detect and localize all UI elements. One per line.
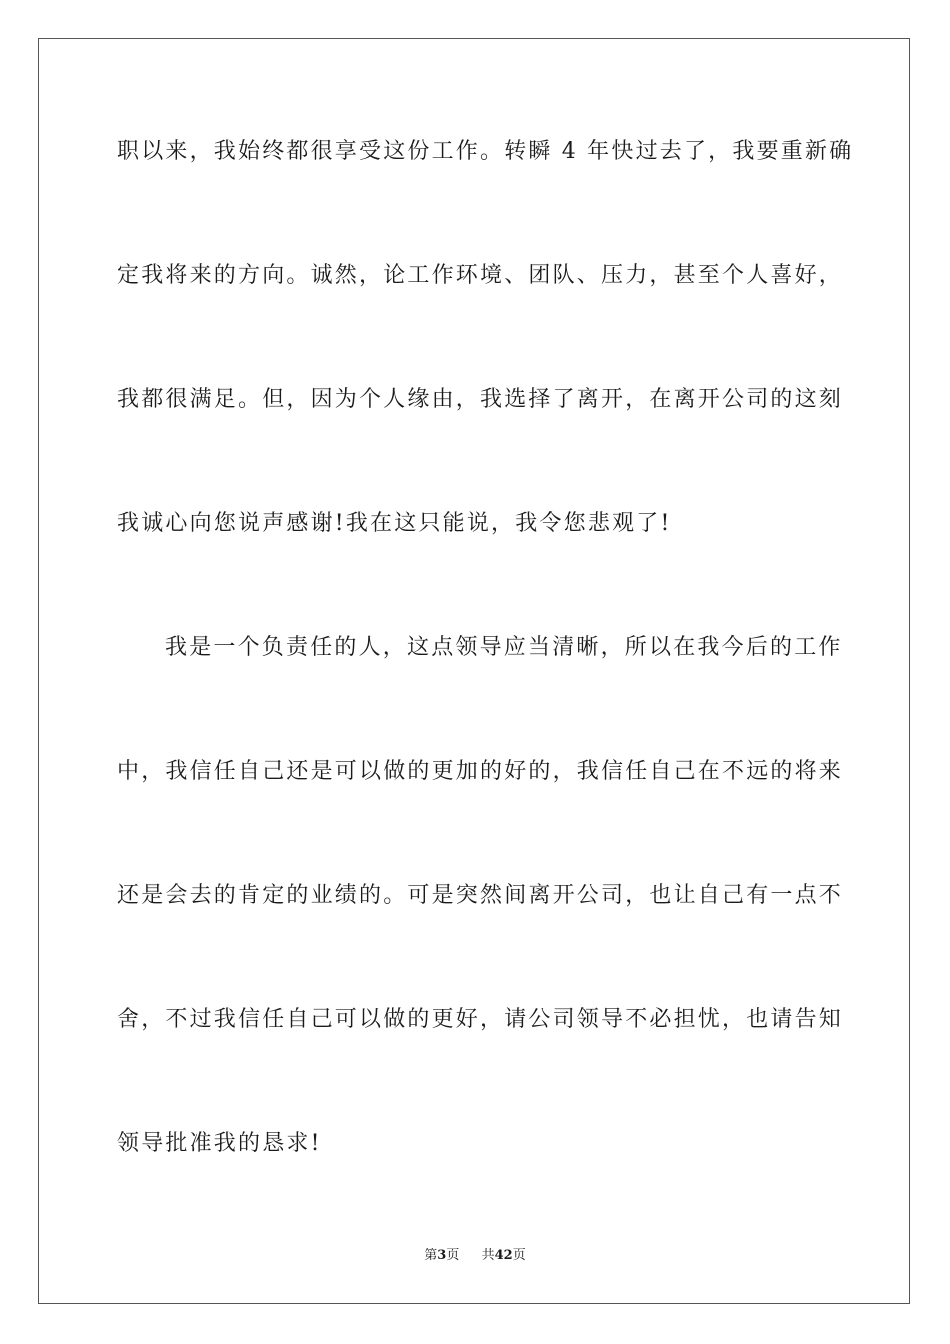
paragraph-line-7: 还是会去的肯定的业绩的。可是突然间离开公司，也让自己有一点不 [117,883,844,908]
paragraph-line-9: 领导批准我的恳求! [117,1131,322,1156]
page-suffix: 页 [446,1248,460,1263]
page-prefix: 第 [424,1248,438,1263]
page-number: 3 [437,1248,447,1263]
paragraph-line-1: 职以来，我始终都很享受这份工作。转瞬 4 年快过去了，我要重新确 [117,139,854,164]
total-prefix: 共 [481,1248,495,1263]
paragraph-line-4: 我诚心向您说声感谢!我在这只能说，我令您悲观了! [117,511,672,536]
paragraph-line-2: 定我将来的方向。诚然，论工作环境、团队、压力，甚至个人喜好， [117,263,844,288]
page-frame [38,38,910,1304]
paragraph-line-6: 中，我信任自己还是可以做的更加的好的，我信任自己在不远的将来 [117,759,844,784]
paragraph-line-3: 我都很满足。但，因为个人缘由，我选择了离开，在离开公司的这刻 [117,387,844,412]
total-pages: 42 [494,1248,513,1263]
paragraph-line-8: 舍，不过我信任自己可以做的更好，请公司领导不必担忧，也请告知 [117,1007,844,1032]
paragraph-line-5: 我是一个负责任的人，这点领导应当清晰，所以在我今后的工作 [165,635,843,660]
total-suffix: 页 [512,1248,526,1263]
page-footer [0,1247,950,1265]
